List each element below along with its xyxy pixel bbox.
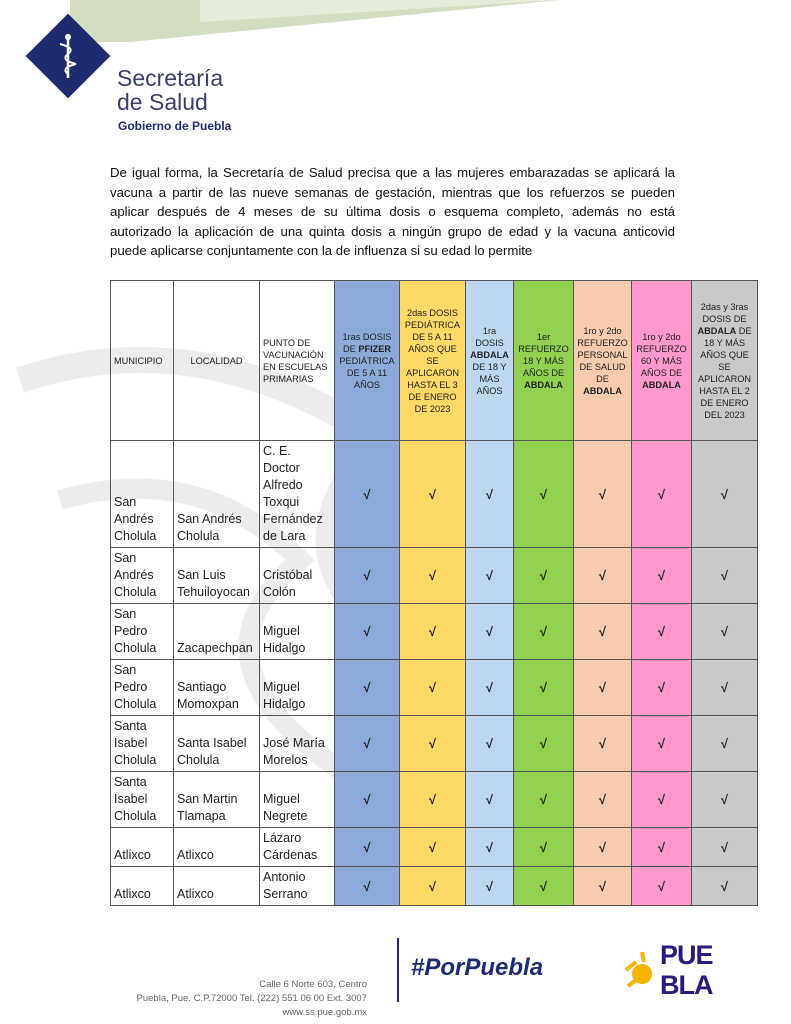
brand-line-1: PUE <box>660 940 713 970</box>
header-segundas-pediatrica: 2das DOSIS PEDIÁTRICA DE 5 A 11 AÑOS QUE SE APLICARON HASTA EL 3 DE ENERO DE 2023 <box>400 281 466 441</box>
table-row <box>111 716 758 772</box>
check-cell: √ <box>400 828 466 867</box>
check-cell: √ <box>514 867 574 906</box>
check-cell: √ <box>632 772 692 828</box>
table-body <box>111 441 758 906</box>
check-cell: √ <box>632 441 692 548</box>
check-cell: √ <box>632 660 692 716</box>
table-row <box>111 441 758 548</box>
cell-municipio: Atlixco <box>111 867 174 906</box>
check-cell: √ <box>692 828 758 867</box>
cell-punto: Miguel Negrete <box>260 772 335 828</box>
address-line-2: Puebla, Pue. C.P.72000 Tel. (222) 551 06 00 Ext. 3007 <box>136 993 367 1004</box>
check-cell: √ <box>514 828 574 867</box>
cell-localidad: Santa Isabel Cholula <box>174 716 260 772</box>
check-cell: √ <box>514 548 574 604</box>
vaccination-table <box>110 280 758 906</box>
cell-localidad: San Andrés Cholula <box>174 441 260 548</box>
header-refuerzo-18: 1er REFUERZO 18 Y MÁS AÑOS DE ABDALA <box>514 281 574 441</box>
address-line-3: www.ss.pue.gob.mx <box>282 1007 367 1018</box>
table-header-row <box>111 281 758 441</box>
org-name <box>117 66 223 114</box>
check-cell: √ <box>692 548 758 604</box>
check-cell: √ <box>466 828 514 867</box>
check-cell: √ <box>335 867 400 906</box>
check-cell: √ <box>466 772 514 828</box>
check-cell: √ <box>574 867 632 906</box>
check-cell: √ <box>574 660 632 716</box>
check-cell: √ <box>692 441 758 548</box>
check-cell: √ <box>574 772 632 828</box>
check-cell: √ <box>574 604 632 660</box>
intro-paragraph: De igual forma, la Secretaría de Salud precisa que a las mujeres embarazadas se aplicará la vacuna a partir de las nueve semanas de gestación, mientras que los refuerzos se pueden aplicar después de 4 meses de su última dosis o esquema completo, además no está autorizado la aplicación de una quinta dosis a ningún grupo de edad y la vacuna anticovid puede aplicarse conjuntamente con la de influenza si su edad lo permite <box>110 165 675 259</box>
org-subtitle: Gobierno de Puebla <box>118 119 232 133</box>
cell-punto: Miguel Hidalgo <box>260 604 335 660</box>
header-primera-abdala: 1ra DOSIS ABDALA DE 18 Y MÁS AÑOS <box>466 281 514 441</box>
table-row <box>111 604 758 660</box>
check-cell: √ <box>632 828 692 867</box>
header-segundas-terceras-abdala: 2das y 3ras DOSIS DE ABDALA DE 18 Y MÁS AÑOS QUE SE APLICARON HASTA EL 2 DE ENERO DEL 2023 <box>692 281 758 441</box>
check-cell: √ <box>400 867 466 906</box>
table-row <box>111 828 758 867</box>
check-cell: √ <box>466 716 514 772</box>
brand-line-2: BLA <box>660 970 713 1000</box>
check-cell: √ <box>466 604 514 660</box>
check-cell: √ <box>400 548 466 604</box>
cell-municipio: San Pedro Cholula <box>111 660 174 716</box>
check-cell: √ <box>466 867 514 906</box>
puebla-brand <box>660 940 713 1000</box>
cell-localidad: Atlixco <box>174 828 260 867</box>
header-punto: PUNTO DE VACUNACIÓN EN ESCUELAS PRIMARIAS <box>260 281 335 441</box>
check-cell: √ <box>574 548 632 604</box>
check-cell: √ <box>692 660 758 716</box>
check-cell: √ <box>632 604 692 660</box>
check-cell: √ <box>574 828 632 867</box>
check-cell: √ <box>335 828 400 867</box>
check-cell: √ <box>692 867 758 906</box>
check-cell: √ <box>692 772 758 828</box>
check-cell: √ <box>574 441 632 548</box>
cell-localidad: San Martin Tlamapa <box>174 772 260 828</box>
header-decoration <box>0 0 791 60</box>
check-cell: √ <box>400 716 466 772</box>
cell-municipio: San Andrés Cholula <box>111 548 174 604</box>
check-cell: √ <box>335 716 400 772</box>
cell-punto: Cristóbal Colón <box>260 548 335 604</box>
check-cell: √ <box>692 716 758 772</box>
check-cell: √ <box>466 441 514 548</box>
header-pfizer-pediatrica: 1ras DOSIS DE PFIZER PEDIÁTRICA DE 5 A 11 AÑOS <box>335 281 400 441</box>
check-cell: √ <box>400 441 466 548</box>
cell-punto: Miguel Hidalgo <box>260 660 335 716</box>
check-cell: √ <box>400 660 466 716</box>
cell-localidad: Zacapechpan <box>174 604 260 660</box>
cell-punto: C. E. Doctor Alfredo Toxqui Fernández de Lara <box>260 441 335 548</box>
check-cell: √ <box>632 867 692 906</box>
check-cell: √ <box>632 548 692 604</box>
table-row <box>111 548 758 604</box>
org-line-2: de Salud <box>117 89 208 115</box>
check-cell: √ <box>632 716 692 772</box>
hashtag: #PorPuebla <box>411 954 544 981</box>
check-cell: √ <box>466 660 514 716</box>
cell-localidad: Atlixco <box>174 867 260 906</box>
org-line-1: Secretaría <box>117 65 224 91</box>
cell-punto: Antonio Serrano <box>260 867 335 906</box>
check-cell: √ <box>466 548 514 604</box>
address-line-1: Calle 6 Norte 603, Centro <box>259 979 367 990</box>
header-municipio: MUNICIPIO <box>111 281 174 441</box>
check-cell: √ <box>400 604 466 660</box>
check-cell: √ <box>514 660 574 716</box>
check-cell: √ <box>335 604 400 660</box>
check-cell: √ <box>514 716 574 772</box>
check-cell: √ <box>514 604 574 660</box>
table-row <box>111 660 758 716</box>
cell-municipio: Atlixco <box>111 828 174 867</box>
check-cell: √ <box>335 548 400 604</box>
check-cell: √ <box>335 660 400 716</box>
check-cell: √ <box>335 772 400 828</box>
check-cell: √ <box>574 716 632 772</box>
check-cell: √ <box>335 441 400 548</box>
header-refuerzo-60: 1ro y 2do REFUERZO 60 Y MÁS AÑOS DE ABDALA <box>632 281 692 441</box>
check-cell: √ <box>692 604 758 660</box>
cell-localidad: Santiago Momoxpan <box>174 660 260 716</box>
check-cell: √ <box>514 441 574 548</box>
check-cell: √ <box>514 772 574 828</box>
cell-localidad: San Luis Tehuiloyocan <box>174 548 260 604</box>
cell-municipio: San Andrés Cholula <box>111 441 174 548</box>
cell-municipio: San Pedro Cholula <box>111 604 174 660</box>
check-cell: √ <box>400 772 466 828</box>
cell-punto: José María Morelos <box>260 716 335 772</box>
footer-divider <box>397 938 399 1002</box>
table-row <box>111 772 758 828</box>
caduceus-icon <box>46 30 90 82</box>
footer-address <box>110 978 367 1020</box>
header-refuerzo-personal-salud: 1ro y 2do REFUERZO PERSONAL DE SALUD DE ABDALA <box>574 281 632 441</box>
table-row <box>111 867 758 906</box>
cell-municipio: Santa Isabel Cholula <box>111 716 174 772</box>
header-localidad: LOCALIDAD <box>174 281 260 441</box>
cell-punto: Lázaro Cárdenas <box>260 828 335 867</box>
cell-municipio: Santa Isabel Cholula <box>111 772 174 828</box>
